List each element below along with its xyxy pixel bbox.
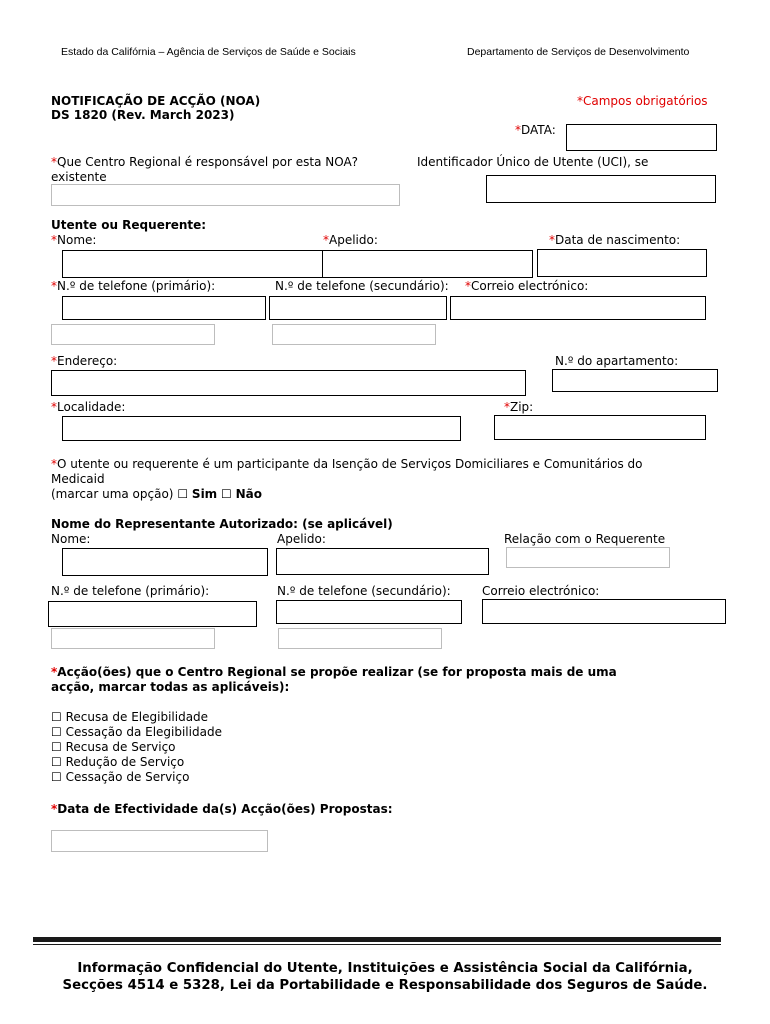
waiver-question: *O utente ou requerente é um participante da Isenção de Serviços Domiciliares e Comunitários do bbox=[51, 457, 643, 471]
footer-divider-thin bbox=[33, 944, 721, 945]
waiver-no-checkbox[interactable]: ☐ bbox=[221, 487, 232, 501]
representative-phone-secondary-extra-input[interactable] bbox=[278, 628, 442, 649]
footer-confidential-line: Informação Confidencial do Utente, Instituições e Assistência Social da Califórnia, bbox=[77, 961, 693, 976]
representative-last-name-label: Apelido: bbox=[277, 532, 326, 546]
waiver-no-label: Não bbox=[235, 487, 262, 501]
action-checkbox[interactable]: ☐ bbox=[51, 725, 62, 739]
action-option[interactable]: ☐ Redução de Serviço bbox=[51, 755, 185, 769]
date-label: *DATA: bbox=[515, 123, 556, 137]
actions-heading: *Acção(ões) que o Centro Regional se propõe realizar (se for proposta mais de uma bbox=[51, 665, 617, 679]
representative-phone-secondary-input[interactable] bbox=[276, 600, 462, 624]
required-fields-note: *Campos obrigatórios bbox=[577, 94, 708, 108]
uci-label-continued: existente bbox=[51, 170, 107, 184]
footer-law-line: Secções 4514 e 5328, Lei da Portabilidade e Responsabilidade dos Seguros de Saúde. bbox=[62, 978, 708, 993]
representative-first-name-label: Nome: bbox=[51, 532, 91, 546]
consumer-address-input[interactable] bbox=[51, 370, 526, 396]
waiver-options bbox=[51, 487, 262, 501]
action-checkbox[interactable]: ☐ bbox=[51, 740, 62, 754]
consumer-phone-secondary-extra-input[interactable] bbox=[272, 324, 436, 345]
department-header: Departamento de Serviços de Desenvolvimento bbox=[467, 46, 690, 58]
consumer-first-name-input[interactable] bbox=[62, 250, 326, 278]
representative-relation-input[interactable] bbox=[506, 547, 670, 568]
consumer-apartment-label: N.º do apartamento: bbox=[555, 354, 679, 368]
consumer-dob-input[interactable] bbox=[537, 249, 707, 277]
consumer-last-name-input[interactable] bbox=[322, 250, 533, 278]
waiver-yes-checkbox[interactable]: ☐ bbox=[177, 487, 189, 501]
consumer-phone-primary-label: *N.º de telefone (primário): bbox=[51, 279, 216, 293]
consumer-zip-input[interactable] bbox=[494, 415, 706, 440]
representative-email-input[interactable] bbox=[482, 599, 726, 624]
consumer-address-label: *Endereço: bbox=[51, 354, 118, 368]
action-checkbox[interactable]: ☐ bbox=[51, 710, 62, 724]
uci-input[interactable] bbox=[486, 175, 716, 203]
consumer-apartment-input[interactable] bbox=[552, 369, 718, 392]
consumer-phone-primary-input[interactable] bbox=[62, 296, 266, 320]
consumer-phone-secondary-label: N.º de telefone (secundário): bbox=[275, 279, 449, 293]
form-title: NOTIFICAÇÃO DE ACÇÃO (NOA) bbox=[51, 94, 261, 108]
consumer-first-name-label: *Nome: bbox=[51, 233, 97, 247]
footer-divider bbox=[33, 937, 721, 942]
consumer-city-input[interactable] bbox=[62, 416, 461, 441]
consumer-phone-primary-extra-input[interactable] bbox=[51, 324, 215, 345]
representative-phone-primary-extra-input[interactable] bbox=[51, 628, 215, 649]
consumer-city-label: *Localidade: bbox=[51, 400, 126, 414]
consumer-email-label: *Correio electrónico: bbox=[465, 279, 589, 293]
representative-relation-label: Relação com o Requerente bbox=[504, 532, 666, 546]
action-option[interactable]: ☐ Cessação da Elegibilidade bbox=[51, 725, 222, 739]
agency-header: Estado da Califórnia – Agência de Serviços de Saúde e Sociais bbox=[61, 46, 356, 58]
representative-email-label: Correio electrónico: bbox=[482, 584, 600, 598]
consumer-phone-secondary-input[interactable] bbox=[269, 296, 447, 320]
representative-heading: Nome do Representante Autorizado: (se aplicável) bbox=[51, 517, 393, 531]
representative-first-name-input[interactable] bbox=[62, 548, 268, 576]
form-code: DS 1820 (Rev. March 2023) bbox=[51, 108, 235, 122]
representative-phone-primary-label: N.º de telefone (primário): bbox=[51, 584, 210, 598]
action-option[interactable]: ☐ Cessação de Serviço bbox=[51, 770, 190, 784]
regional-center-input[interactable] bbox=[51, 184, 400, 206]
action-checkbox[interactable]: ☐ bbox=[51, 770, 62, 784]
date-input[interactable] bbox=[566, 124, 717, 151]
action-option[interactable]: ☐ Recusa de Elegibilidade bbox=[51, 710, 209, 724]
action-checkbox[interactable]: ☐ bbox=[51, 755, 62, 769]
representative-phone-primary-input[interactable] bbox=[48, 601, 257, 627]
effective-date-label: *Data de Efectividade da(s) Acção(ões) Propostas: bbox=[51, 802, 393, 816]
consumer-email-input[interactable] bbox=[450, 296, 706, 320]
representative-last-name-input[interactable] bbox=[276, 548, 489, 575]
waiver-question-continued: Medicaid bbox=[51, 472, 105, 486]
effective-date-input[interactable] bbox=[51, 830, 268, 852]
consumer-heading: Utente ou Requerente: bbox=[51, 218, 207, 232]
consumer-zip-label: *Zip: bbox=[504, 400, 534, 414]
waiver-instruction: (marcar uma opção) bbox=[51, 487, 174, 501]
waiver-yes-label: Sim bbox=[191, 487, 218, 501]
representative-phone-secondary-label: N.º de telefone (secundário): bbox=[277, 584, 451, 598]
actions-heading-continued: acção, marcar todas as aplicáveis): bbox=[51, 680, 290, 694]
consumer-last-name-label: *Apelido: bbox=[323, 233, 378, 247]
regional-center-question: *Que Centro Regional é responsável por esta NOA? bbox=[51, 155, 359, 169]
consumer-dob-label: *Data de nascimento: bbox=[549, 233, 681, 247]
action-option[interactable]: ☐ Recusa de Serviço bbox=[51, 740, 176, 754]
uci-label: Identificador Único de Utente (UCI), se bbox=[417, 155, 649, 169]
